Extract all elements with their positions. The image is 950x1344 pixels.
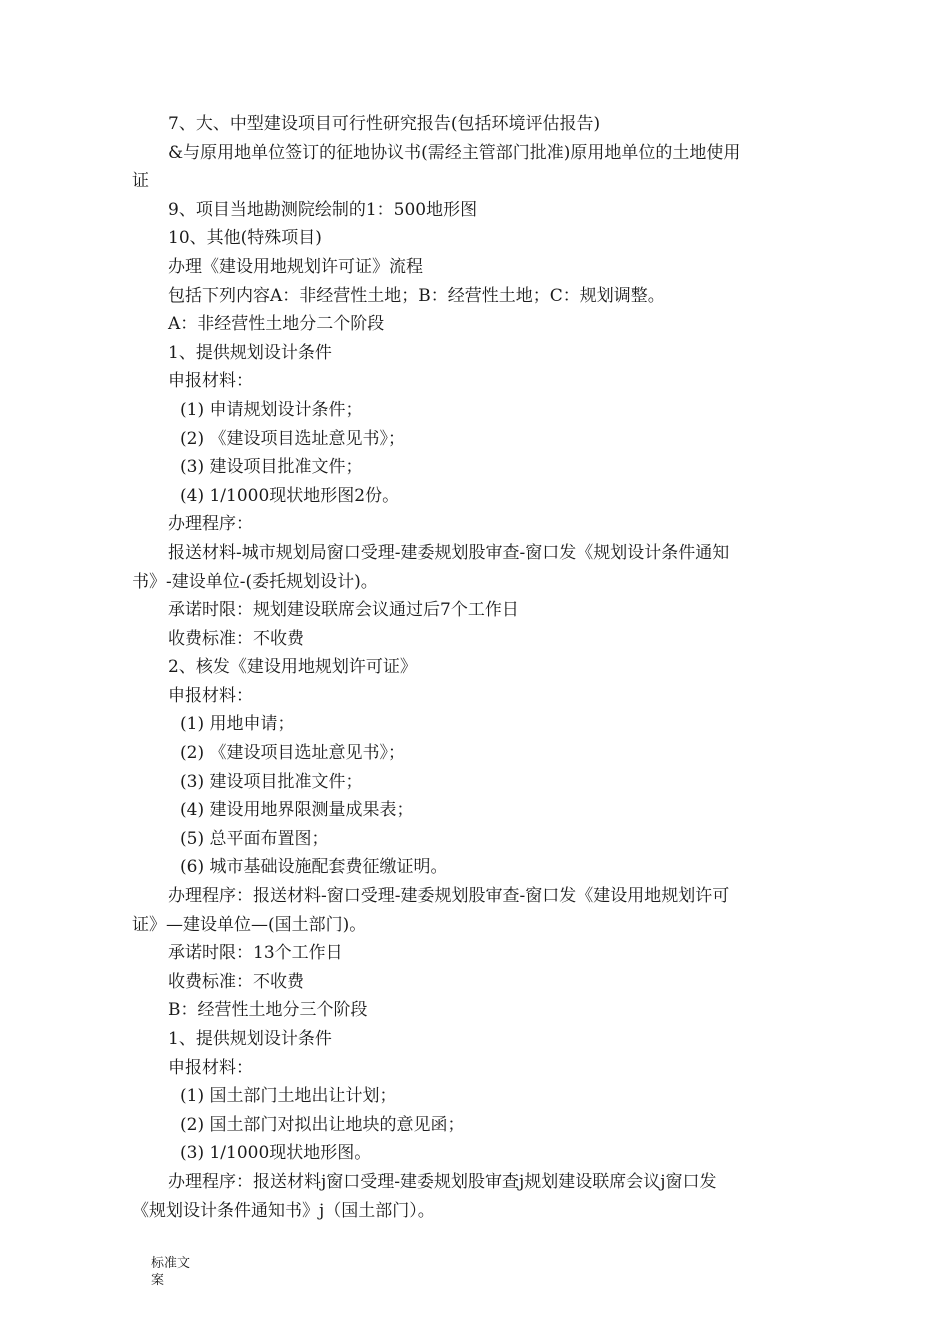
document-line: 10、其他(特殊项目) xyxy=(168,228,322,249)
document-line: (3) 建设项目批准文件； xyxy=(180,771,363,792)
document-line: 办理《建设用地规划许可证》流程 xyxy=(168,256,423,277)
document-line: 《规划设计条件通知书》j（国土部门）。 xyxy=(132,1200,435,1221)
document-body xyxy=(132,110,822,1225)
document-line: 证》—建设单位—(国土部门)。 xyxy=(132,914,367,935)
document-line: B：经营性土地分三个阶段 xyxy=(168,1000,368,1021)
document-line: 1、提供规划设计条件 xyxy=(168,342,332,363)
document-line: (3) 建设项目批准文件； xyxy=(180,457,363,478)
document-line: 办理程序：报送材料-窗口受理-建委规划股审查-窗口发《建设用地规划许可 xyxy=(168,886,730,907)
document-line: 申报材料： xyxy=(168,1057,253,1078)
document-line: (1) 申请规划设计条件； xyxy=(180,399,363,420)
document-line: (1) 国土部门土地出让计划； xyxy=(180,1086,397,1107)
document-line: (5) 总平面布置图； xyxy=(180,828,329,849)
document-line: 1、提供规划设计条件 xyxy=(168,1029,332,1049)
document-line: 9、项目当地勘测院绘制的1：500地形图 xyxy=(168,199,478,220)
page-footer xyxy=(151,1255,211,1289)
document-line: 收费标准：不收费 xyxy=(168,628,304,649)
document-line: 申报材料： xyxy=(168,685,253,706)
document-line: (2) 《建设项目选址意见书》； xyxy=(180,428,405,449)
document-line: (4) 建设用地界限测量成果表； xyxy=(180,800,414,821)
document-line: 证 xyxy=(132,171,149,192)
document-line: 报送材料-城市规划局窗口受理-建委规划股审查-窗口发《规划设计条件通知 xyxy=(168,542,730,563)
footer-line-1: 标准文 xyxy=(151,1256,191,1271)
document-line: 书》-建设单位-(委托规划设计)。 xyxy=(132,571,378,592)
document-line: 包括下列内容A：非经营性土地；B：经营性土地；C：规划调整。 xyxy=(168,285,665,306)
document-line: 承诺时限：规划建设联席会议通过后7个工作日 xyxy=(168,600,519,621)
document-line: (2) 《建设项目选址意见书》； xyxy=(180,743,405,764)
document-line: 办理程序：报送材料j窗口受理-建委规划股审查j规划建设联席会议j窗口发 xyxy=(168,1171,717,1192)
document-line: 2、核发《建设用地规划许可证》 xyxy=(168,657,417,678)
document-line: 7、大、中型建设项目可行性研究报告(包括环境评估报告) xyxy=(168,114,601,134)
footer-line-2: 案 xyxy=(151,1273,165,1288)
document-line: (4) 1/1000现状地形图2份。 xyxy=(180,485,400,506)
document-line: 办理程序： xyxy=(168,514,253,535)
document-line: (6) 城市基础设施配套费征缴证明。 xyxy=(180,857,448,878)
document-line: (3) 1/1000现状地形图。 xyxy=(180,1143,372,1164)
document-line: (2) 国土部门对拟出让地块的意见函； xyxy=(180,1114,465,1135)
document-line: 收费标准：不收费 xyxy=(168,971,304,992)
document-line: &与原用地单位签订的征地协议书(需经主管部门批准)原用地单位的土地使用 xyxy=(168,142,741,163)
document-line: (1) 用地申请； xyxy=(180,714,295,735)
document-line: 承诺时限：13个工作日 xyxy=(168,943,343,964)
document-line: 申报材料： xyxy=(168,371,253,392)
document-line: A：非经营性土地分二个阶段 xyxy=(168,314,385,335)
